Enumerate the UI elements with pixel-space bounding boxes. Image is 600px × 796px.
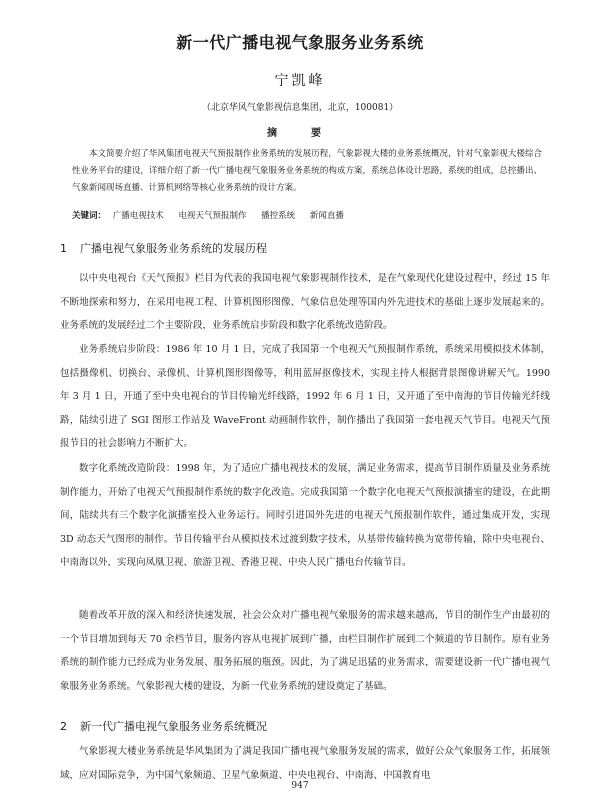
abstract-heading: 摘 要	[267, 128, 333, 139]
author-affiliation: （北京华风气象影视信息集团，北京，100081）	[201, 103, 399, 113]
paragraph: 数字化系统改造阶段：1998 年，为了适应广播电视技术的发展，满足业务需求，提高节目制作质量及业务系统制作能力，开始了电视天气预报制作系统的数字化改造。完成我国第一个数字化电视天气预报演播室的建设，在此期间，陆续共有三个数字化演播室投入业务运行。同时引进国外先进的电视天气预报制作软件，通过集成开发，实现 3D 动态天气图形的制作。节目传输平台从模拟技术过渡到数字技术，从基带传输转换为宽带传输，除中央电视台、中南海以外，实现向凤凰卫视、旅游卫视、香港卫视、中央人民广播电台传输节目。	[60, 463, 550, 568]
keyword-item: 新闻直播	[309, 211, 344, 221]
paper-title: 新一代广播电视气象服务业务系统	[176, 33, 424, 52]
section-title: 新一代广播电视气象服务业务系统概况	[80, 720, 267, 733]
section-number: 1	[60, 242, 67, 255]
paragraph: 以中央电视台《天气预报》栏目为代表的我国电视气象影视制作技术，是在气象现代化建设过程中，经过 15 年不断地探索和努力，在采用电视工程、计算机图形图像、气象信息处理等国内外先进技术的基础上逐步发展起来的。业务系统的发展经过二个主要阶段，业务系统启步阶段和数字化系统改造阶段。	[60, 273, 550, 331]
keyword-item: 电视天气预报制作	[178, 211, 247, 221]
author-name: 宁凯峰	[274, 73, 326, 89]
keyword-item: 广播电视技术	[112, 211, 164, 221]
keywords-line	[72, 208, 542, 225]
section-1-heading	[60, 240, 550, 256]
paragraph: 气象影视大楼业务系统是华风集团为了满足我国广播电视气象服务发展的需求，做好公众气象服务工作，拓展领域，应对国际竞争，为中国气象频道、卫星气象频道、中央电视台、中南海、中国教育电	[60, 746, 550, 781]
keywords-label: 关键词：	[72, 211, 107, 221]
paragraph: 业务系统启步阶段：1986 年 10 月 1 日，完成了我国第一个电视天气预报制作系统，系统采用模拟技术体制，包括摄像机、切换台、录像机、计算机图形图像等，利用蓝屏抠像技术，实现主持人根据背景图像讲解天气。1990 年 3 月 1 日，开通了至中央电视台的节目传输光纤线路，1992 年 6 月 1 日，又开通了至中南海的节目传输光纤线路，陆续引进了 SGI 图形工作站及 WaveFront 动画制作软件，制作播出了我国第一套电视天气节目。电视天气预报节目的社会影响力不断扩大。	[60, 344, 550, 449]
abstract-body: 本文简要介绍了华风集团电视天气预报制作业务系统的发展历程，气象影视大楼的业务系统概况，针对气象影视大楼综合性业务平台的建设，详细介绍了新一代广播电视气象服务业务系统的构成方案，系统总体设计思路，系统的组成，总控播出、气象新闻现场直播、计算机网络等核心业务系统的设计方案。	[72, 149, 542, 193]
page-number: 947	[291, 781, 309, 791]
section-2-heading	[60, 718, 550, 734]
paragraph: 随着改革开放的深入和经济快速发展，社会公众对广播电视气象服务的需求越来越高，节目的制作生产由最初的一个节目增加到每天 70 余档节目，服务内容从电视扩展到广播，由栏目制作扩展到二个频道的节目制作。原有业务系统的制作能力已经成为业务发展、服务拓展的瓶颈。因此，为了满足迅猛的业务需求，需要建设新一代广播电视气象服务业务系统。气象影视大楼的建设，为新一代业务系统的建设奠定了基础。	[60, 610, 550, 692]
section-number: 2	[60, 720, 67, 733]
section-title: 广播电视气象服务业务系统的发展历程	[80, 242, 267, 255]
keyword-item: 播控系统	[261, 211, 296, 221]
